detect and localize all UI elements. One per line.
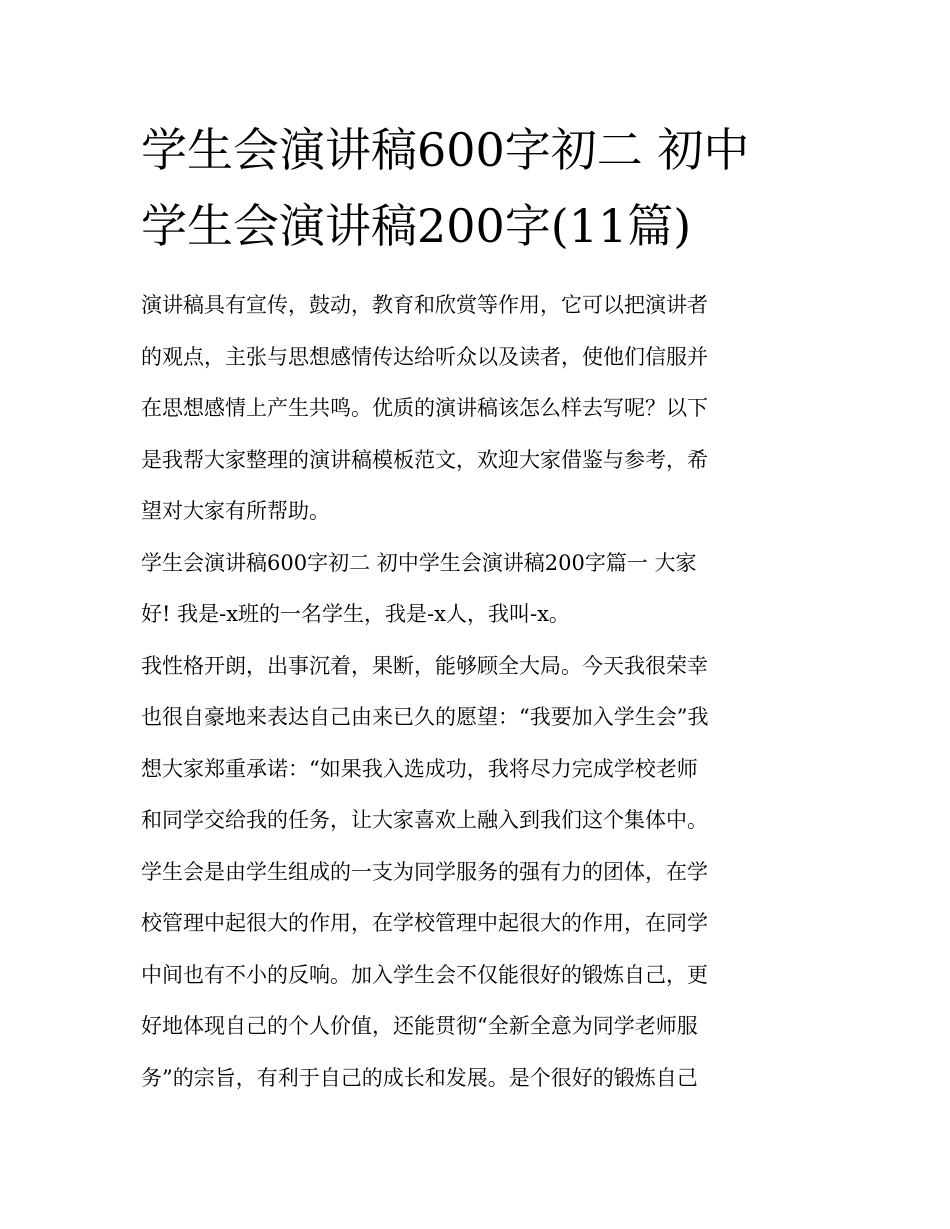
body-line: 的观点，主张与思想感情传达给听众以及读者，使他们信服并 xyxy=(141,344,708,369)
body-line: 演讲稿具有宣传，鼓动，教育和欣赏等作用，它可以把演讲者 xyxy=(141,293,708,317)
body-line: 学生会演讲稿600字初二 初中学生会演讲稿200字篇一 大家 xyxy=(141,550,697,575)
body-line: 校管理中起很大的作用，在学校管理中起很大的作用，在同学 xyxy=(141,911,708,935)
document-title xyxy=(141,112,831,264)
body-line: 我性格开朗，出事沉着，果断，能够顾全大局。今天我很荣幸 xyxy=(141,653,708,678)
body-line: 中间也有不小的反响。加入学生会不仅能很好的锻炼自己，更 xyxy=(141,962,708,987)
body-line: 想大家郑重承诺：“如果我入选成功，我将尽力完成学校老师 xyxy=(141,756,698,781)
body-line: 也很自豪地来表达自己由来已久的愿望：“我要加入学生会”我 xyxy=(141,705,709,729)
body-line: 好! 我是-x班的一名学生，我是-x人，我叫-x。 xyxy=(141,602,570,626)
body-line: 在思想感情上产生共鸣。优质的演讲稿该怎么样去写呢？以下 xyxy=(141,396,708,420)
title-line: 学生会演讲稿200字(11篇) xyxy=(141,199,692,253)
body-line: 务”的宗旨，有利于自己的成长和发展。是个很好的锻炼自己 xyxy=(141,1065,698,1090)
body-line: 是我帮大家整理的演讲稿模板范文，欢迎大家借鉴与参考，希 xyxy=(141,447,708,472)
body-line: 好地体现自己的个人价值，还能贯彻“全新全意为同学老师服 xyxy=(141,1014,698,1038)
body-line: 和同学交给我的任务，让大家喜欢上融入到我们这个集体中。 xyxy=(141,808,708,832)
body-line: 望对大家有所帮助。 xyxy=(141,499,330,523)
title-line: 学生会演讲稿600字初二 初中 xyxy=(141,123,750,177)
body-line: 学生会是由学生组成的一支为同学服务的强有力的团体，在学 xyxy=(141,859,708,884)
document-body xyxy=(141,280,821,1104)
